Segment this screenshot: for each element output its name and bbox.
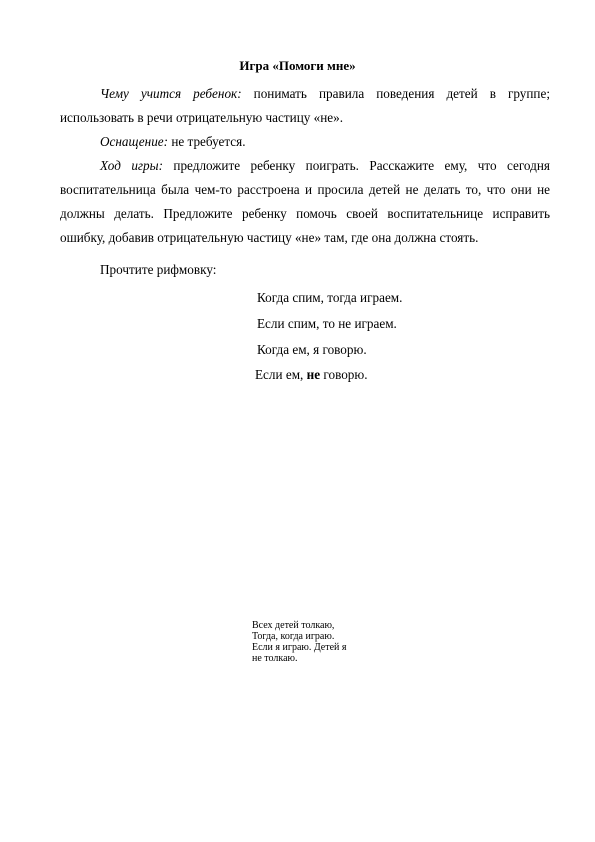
game-procedure-text: предложите ребенку поиграть. Расскажите ему, что сегодня воспитательница была чем-то расстроена и просила детей не делать то, что они не должны делать. Предложите ребенку помочь своей воспитательнице исправить ошибку, добавив отрицательную частицу «не» там, где она должна стоять. xyxy=(60,158,550,245)
small-rhyme-note xyxy=(252,620,382,664)
read-rhyme-instruction: Прочтите рифмовку: xyxy=(100,262,217,277)
note-line: Если я играю. Детей я xyxy=(252,642,347,653)
learning-goal-label: Чему учится ребенок: xyxy=(100,86,242,101)
rhyme-line-part: Если ем, xyxy=(255,367,307,382)
equipment-label: Оснащение: xyxy=(100,134,169,149)
rhyme-line-part: говорю. xyxy=(320,367,368,382)
rhyme-line xyxy=(255,367,368,383)
note-line: Всех детей толкаю, xyxy=(252,620,335,631)
rhyme-line: Если спим, то не играем. xyxy=(257,316,397,331)
game-procedure-paragraph xyxy=(60,154,550,250)
equipment-text: не требуется. xyxy=(168,134,246,149)
rhyme-line: Когда спим, тогда играем. xyxy=(257,290,403,305)
learning-goal-text: понимать правила поведения детей в группе; использовать в речи отрицательную частицу «не». xyxy=(60,86,550,125)
equipment-paragraph xyxy=(60,130,550,154)
rhyme-line: Когда ем, я говорю. xyxy=(257,342,367,357)
game-title: Игра «Помоги мне» xyxy=(239,58,356,73)
learning-goal-paragraph xyxy=(60,82,550,130)
note-line: не толкаю. xyxy=(252,653,298,664)
game-procedure-label: Ход игры: xyxy=(100,158,163,173)
rhyme-bold-word: не xyxy=(306,367,321,382)
note-line: Тогда, когда играю. xyxy=(252,631,335,642)
